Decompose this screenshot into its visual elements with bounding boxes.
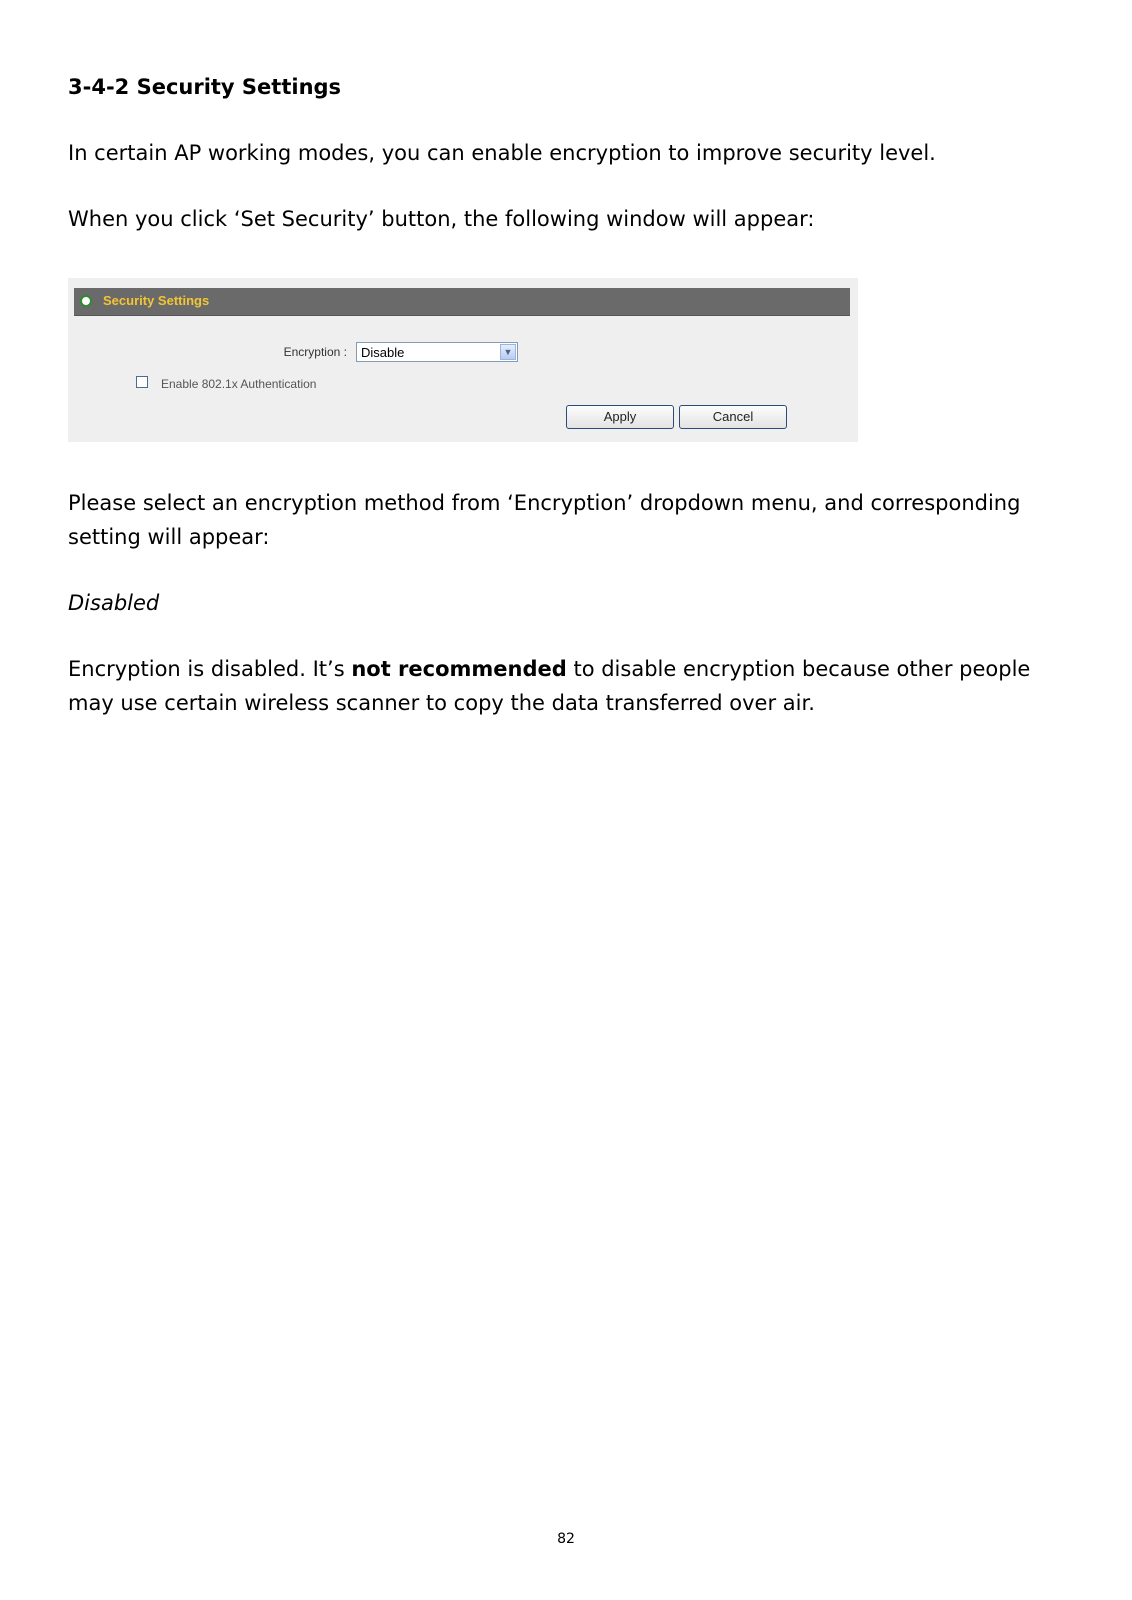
- apply-button[interactable]: Apply: [566, 405, 674, 429]
- intro-paragraph: In certain AP working modes, you can enable encryption to improve security level.: [68, 141, 936, 165]
- encryption-label: Encryption :: [283, 345, 347, 359]
- enable-8021x-checkbox[interactable]: [136, 376, 148, 388]
- section-heading: 3-4-2 Security Settings: [68, 75, 342, 99]
- disabled-text-after: to disable encryption because other people may use certain wireless scanner to copy the data transferred over air.: [68, 657, 1031, 715]
- not-recommended-emphasis: not recommended: [351, 657, 567, 681]
- chevron-down-icon[interactable]: ▼: [500, 344, 516, 360]
- enable-8021x-label: Enable 802.1x Authentication: [161, 377, 317, 391]
- encryption-select-value: Disable: [361, 345, 405, 360]
- click-note-paragraph: When you click ‘Set Security’ button, the following window will appear:: [68, 207, 815, 231]
- disabled-subheading: Disabled: [68, 591, 160, 615]
- panel-header-title: Security Settings: [103, 293, 210, 308]
- disabled-paragraph: [68, 652, 1058, 720]
- security-settings-screenshot: [68, 278, 858, 442]
- cancel-button[interactable]: Cancel: [679, 405, 787, 429]
- radio-bullet-icon: [80, 295, 92, 307]
- page-number: 82: [557, 1531, 575, 1547]
- panel-header: [74, 288, 850, 316]
- select-note-paragraph: Please select an encryption method from ‘Encryption’ dropdown menu, and corresponding setting will appear:: [68, 491, 1021, 549]
- encryption-select[interactable]: [356, 342, 518, 362]
- disabled-text-before: Encryption is disabled. It’s: [68, 657, 352, 681]
